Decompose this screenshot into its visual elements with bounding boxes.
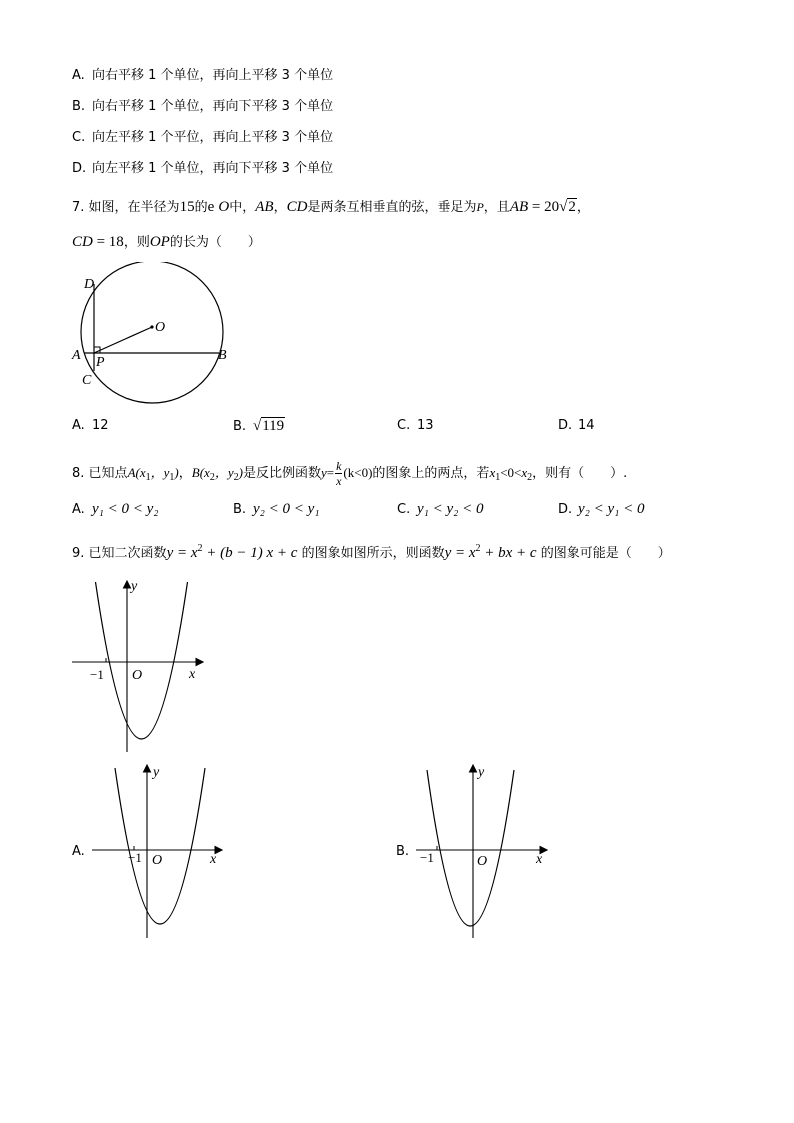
chord-ab: AB	[509, 199, 529, 215]
q8-var: x	[489, 465, 496, 480]
q7-circle-figure	[66, 262, 236, 412]
option-value: 14	[578, 418, 595, 433]
cd-length: = 18	[92, 234, 124, 250]
q8-coord: )	[238, 465, 243, 480]
q9-given-graph	[68, 576, 218, 756]
q9-option-a-label[interactable]	[72, 844, 85, 860]
q8-coord: ，y	[214, 465, 234, 480]
chord-cd: CD	[72, 234, 93, 250]
neg1-label: −1	[128, 850, 142, 865]
chord-cd: CD	[286, 199, 308, 215]
circle-o	[81, 262, 223, 403]
q8-answer-a[interactable]	[72, 501, 159, 518]
option-letter: B.	[233, 419, 247, 434]
q9-text: 的图象如图所示，则函数	[301, 546, 445, 561]
parabola-curve	[115, 768, 205, 924]
subscript: 2	[527, 472, 533, 483]
ab-length: = 20	[528, 199, 560, 215]
option-text: 向左平移 1 个单位，再向下平移 3 个单位	[92, 161, 334, 176]
label-p: P	[96, 355, 105, 370]
q7-text: ，且	[483, 200, 510, 215]
subscript: 1	[169, 472, 175, 483]
q7-text: ，	[576, 200, 590, 215]
center-o: O	[218, 199, 230, 215]
q6-option-d[interactable]	[72, 161, 333, 177]
q8-ineq: <0<	[500, 465, 522, 480]
subscript: 1	[145, 472, 151, 483]
q7-answer-d[interactable]	[558, 418, 595, 434]
question-number: 9.	[72, 546, 85, 561]
subscript: 1	[495, 472, 501, 483]
q8-var: x	[521, 465, 528, 480]
y-axis-label: y	[153, 765, 160, 780]
q9-stem	[72, 541, 671, 562]
option-expr: y₁ < y₂ < 0	[417, 501, 484, 517]
neg1-label: −1	[90, 667, 104, 682]
q9-option-a-graph[interactable]	[90, 762, 240, 942]
option-value: 13	[417, 418, 434, 433]
superscript: 2	[197, 543, 203, 554]
option-text: 向左平移 1 个平位，再向上平移 3 个单位	[92, 130, 334, 145]
option-letter: B.	[396, 844, 410, 859]
option-letter: A.	[72, 844, 85, 859]
question-number: 7.	[72, 200, 85, 215]
foot-p: P	[476, 200, 484, 214]
q6-option-b[interactable]	[72, 99, 333, 115]
q8-stem	[72, 459, 627, 490]
label-d: D	[84, 277, 95, 292]
q9-formula: + (b − 1) x + c	[202, 545, 298, 561]
x-axis-label: x	[210, 852, 217, 867]
q9-option-b-label[interactable]	[396, 844, 409, 860]
q7-text: 的	[194, 200, 208, 215]
q7-answer-b[interactable]: B. √119	[233, 418, 285, 434]
q7-stem-line2	[72, 234, 261, 251]
option-letter: C.	[397, 502, 411, 517]
superscript: 2	[475, 543, 481, 554]
radius-value: 15	[179, 199, 195, 215]
q7-text: 中，	[229, 200, 256, 215]
option-expr: y₂ < y₁ < 0	[578, 501, 645, 517]
q8-text: 的图象上的两点，若	[372, 466, 490, 481]
label-a: A	[72, 348, 81, 363]
option-letter: C.	[397, 418, 411, 433]
segment-op: OP	[149, 234, 170, 250]
y-axis-label: y	[478, 765, 485, 780]
q9-option-b-graph[interactable]	[412, 762, 562, 942]
label-o: O	[155, 320, 166, 335]
origin-label: O	[477, 854, 488, 869]
option-value: 119	[262, 418, 285, 434]
q7-text: 如图，在半径为	[88, 200, 180, 215]
option-letter: B.	[233, 502, 247, 517]
q7-stem-line1: 7. 如图，在半径为15的e O中，AB，CD是两条互相垂直的弦，垂足为P，且AB = 20√2，	[72, 199, 590, 215]
q8-coord: (x	[199, 465, 210, 480]
q9-formula: y = x	[444, 545, 476, 561]
q8-coord: )	[174, 465, 179, 480]
q8-eq: =	[326, 465, 335, 480]
q8-answer-b[interactable]	[233, 501, 320, 518]
segment-op-line	[94, 327, 152, 353]
q7-text: ，则	[123, 235, 150, 250]
q9-text: 已知二次函数	[88, 546, 167, 561]
fraction-k-over-x	[335, 459, 342, 488]
option-letter: C.	[72, 130, 86, 145]
q8-var: y	[320, 465, 327, 480]
q8-text: 已知点	[88, 466, 128, 481]
q9-text: 的图象可能是（ ）	[540, 546, 671, 561]
option-letter: A.	[72, 418, 85, 433]
y-axis-label: y	[131, 579, 138, 594]
q7-answer-c[interactable]	[397, 418, 434, 434]
option-expr: y₁ < 0 < y₂	[92, 501, 159, 517]
option-expr: y₂ < 0 < y₁	[253, 501, 320, 517]
parabola-curve	[427, 770, 514, 926]
q7-text: 的长为（ ）	[169, 235, 261, 250]
fraction-numerator: k	[336, 459, 342, 473]
option-letter: D.	[72, 161, 87, 176]
question-number: 8.	[72, 466, 85, 481]
point-a: A	[127, 465, 136, 480]
origin-label: O	[132, 668, 143, 683]
origin-label: O	[152, 853, 163, 868]
q6-option-c[interactable]	[72, 130, 333, 146]
subscript: 2	[209, 472, 215, 483]
option-letter: D.	[558, 418, 573, 433]
parabola-curve	[96, 582, 188, 739]
x-axis-label: x	[189, 667, 196, 682]
point-b: B	[191, 465, 200, 480]
q8-answer-c[interactable]	[397, 501, 484, 518]
center-point	[150, 325, 153, 328]
option-letter: A.	[72, 502, 85, 517]
label-c: C	[82, 373, 92, 388]
q8-text: ，则有（ ）.	[532, 466, 628, 481]
q7-text: 是两条互相垂直的弦，垂足为	[307, 200, 477, 215]
option-letter: D.	[558, 502, 573, 517]
circle-symbol: e	[207, 199, 215, 215]
q6-option-a[interactable]	[72, 68, 333, 84]
q9-formula: y = x	[166, 545, 198, 561]
k-condition: (k<0)	[343, 465, 373, 480]
option-value: 12	[92, 418, 109, 433]
q8-text: 是反比例函数	[242, 466, 321, 481]
q7-answer-a[interactable]	[72, 418, 109, 434]
x-axis-label: x	[536, 852, 543, 867]
sqrt-radicand: 2	[568, 199, 576, 215]
chord-ab: AB	[255, 199, 274, 215]
q8-text: ，	[178, 466, 192, 481]
q8-coord: (x	[135, 465, 146, 480]
label-b: B	[218, 348, 227, 363]
neg1-label: −1	[420, 850, 434, 865]
q8-answer-d[interactable]	[558, 501, 645, 518]
option-text: 向右平移 1 个单位，再向上平移 3 个单位	[92, 68, 334, 83]
subscript: 2	[233, 472, 239, 483]
q7-text: ，	[273, 200, 287, 215]
option-letter: A.	[72, 68, 85, 83]
fraction-denominator: x	[336, 474, 342, 488]
q8-coord: ，y	[150, 465, 170, 480]
option-letter: B.	[72, 99, 86, 114]
option-text: 向右平移 1 个单位，再向下平移 3 个单位	[92, 99, 334, 114]
q9-formula: + bx + c	[480, 545, 537, 561]
